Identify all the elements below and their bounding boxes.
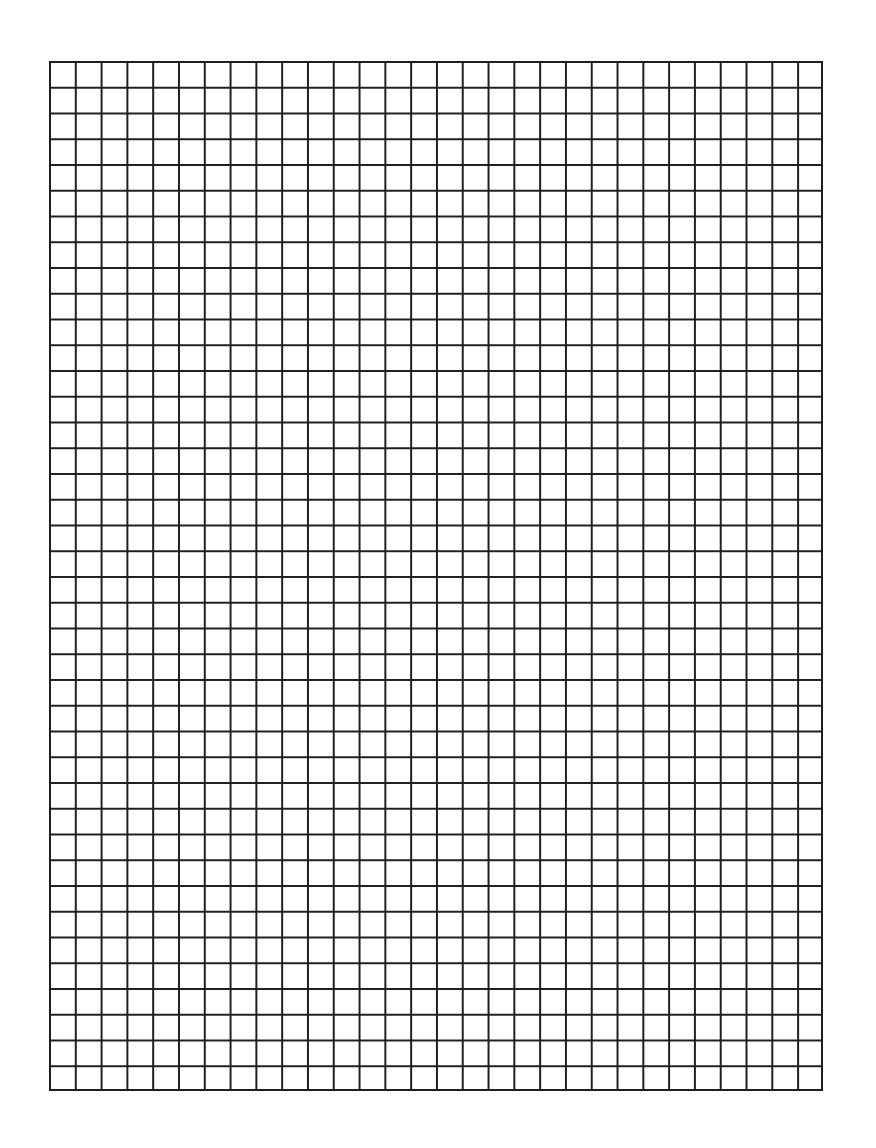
grid-paper bbox=[49, 61, 823, 1091]
